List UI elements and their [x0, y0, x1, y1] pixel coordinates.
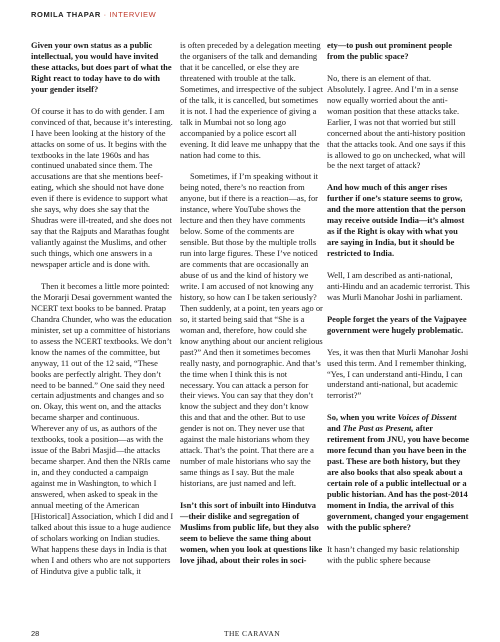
question-1: Given your own status as a public intellectual, you would have invited these attacks, but does part of what the Right react to today have to do with your gender itself?: [31, 40, 172, 94]
header-section: INTERVIEW: [109, 10, 157, 19]
running-header: [31, 10, 156, 19]
answer-paragraph: No, there is an element of that. Absolutely. I agree. And I’m in a sense now equally worried about the anti-woman position that these attacks take. Earlier, I was not that worried but still concerned about the anti-history position that the attacks took. And one says if this is allowed to go on unchecked, what will be the next target of attack?: [327, 72, 466, 171]
question-4: People forget the years of the Vajpayee government were hugely problematic.: [327, 313, 467, 335]
answer-paragraph: Yes, it was then that Murli Manohar Joshi used this term. And I remember thinking, “Yes, I can understand anti-Hindu, I can understand anti-national, but academic terrorist?”: [327, 346, 469, 401]
header-separator: ·: [103, 10, 107, 19]
magazine-name: THE CARAVAN: [224, 629, 281, 638]
answer-paragraph: is often preceded by a delegation meeting the organisers of the talk and demanding that it be cancelled, or else they are threatened with trouble at the talk. Sometimes, and irrespective of the subject of the talk, it is cancelled, but sometimes it is not. I had the experience of giving a talk in Mumbai not so long ago accompanied by a police escort all evening. It did leave me unhappy that the nation had come to this.: [180, 40, 323, 160]
column-1: [31, 40, 174, 577]
answer-paragraph: It hasn’t changed my basic relationship with the public sphere because: [327, 543, 460, 565]
column-3: [327, 40, 470, 566]
answer-paragraph: Of course it has to do with gender. I am convinced of that, because it’s interesting. I have been looking at the history of the attacks on some of us. It begins with the textbooks in the late 1960s and has continued unabated since them. The accusations are that she mentions beef-eating, which she should not have done even if there is evidence to support what she says, why does she say that the Shudras were ill-treated, and she does not say that the Rajputs and Marathas fought valiantly against the Muslims, and other such things, which one answers in a newspaper article and is done with.: [31, 105, 173, 270]
book-title-the-past-as-present: The Past as Present,: [342, 423, 414, 434]
column-2: [180, 40, 323, 566]
page-number: 28: [31, 629, 40, 638]
answer-paragraph: Well, I am described as anti-national, anti-Hindu and an academic terrorist. This was Murli Manohar Joshi in parliament.: [327, 269, 470, 302]
question-2-continued: ety—to push out prominent people from the public space?: [327, 40, 453, 61]
header-author: ROMILA THAPAR: [31, 10, 101, 19]
book-title-voices-of-dissent: Voices of Dissent: [397, 412, 457, 423]
q5-text: after retirement from JNU, you have become more fecund than you have been in the past. These are both history, but they are also books that also speak about a certain role of a public intellectual or a public historian. And has the post-2014 moment in India, the arrival of this government, changed your engagement with the public sphere?: [327, 423, 469, 532]
question-5: [327, 412, 470, 532]
question-2: Isn’t this sort of inbuilt into Hindutva—their dislike and segregation of Muslims from public life, but they also seem to believe the same thing about women, when you look at questions like love jihad, about their roles in soci-: [180, 500, 323, 565]
question-3: And how much of this anger rises further if one’s stature seems to grow, and the more attention that the person may receive outside India—it’s almost as if the Right is okay with what you are saying in India, but it should be restricted to India.: [327, 182, 466, 259]
answer-paragraph: Then it becomes a little more pointed: the Morarji Desai government wanted the NCERT text books to be banned. Pratap Chandra Chunder, who was the education minister, set up a committee of historians to assess the NCERT textbooks. We don’t know the names of the committee, but anyway, 11 out of the 12 said, “These books are perfectly alright. They don’t need to be banned.” One said they need certain adjustments and changes and so on. Okay, this went on, and the attacks became sharper and continuous. Wherever any of us, as authors of the textbooks, took a position—as with the issue of the Babri Masjid—the attacks became sharper. And then the NRIs came in, and they conducted a campaign against me in Washington, to which I answered, when asked to speak in the annual meeting of the American [Historical] Association, which I did and I talked about this issue to a huge audience of scholars working on Indian studies. What happens these days in India is that when I and others who are not supporters of Hindutva give a public talk, it: [31, 280, 174, 576]
q5-text: and: [327, 423, 343, 434]
q5-text: So, when you write: [327, 412, 398, 423]
answer-paragraph: Sometimes, if I’m speaking without it being noted, there’s no reaction from anyone, but if there is a reaction—as, for instance, where YouTube shows the lecture and then they have comments below. Some of the comments are sensible. But those by the multiple trolls run into large figures. These I’ve noticed are comments that are occasionally an abuse of us and the kind of history we write. I am accused of not knowing any history, so how can I be taken seriously? Then suddenly, at a point, ten years ago or so, it started being said that “She is a woman and, therefore, how could she know anything about our ancient religious past?” And then it sometimes becomes really nasty, and pornographic. And that’s the time when I think this is not necessary. You can attack a person for their views. You can say that they don’t know the subject and they don’t know this and that and the other. But to use gender is not on. They never use that against the male historians whom they attack. That’s the point. That there are a number of male historians who say the same things as I say. But the male historians, are just named and left.: [180, 171, 323, 489]
